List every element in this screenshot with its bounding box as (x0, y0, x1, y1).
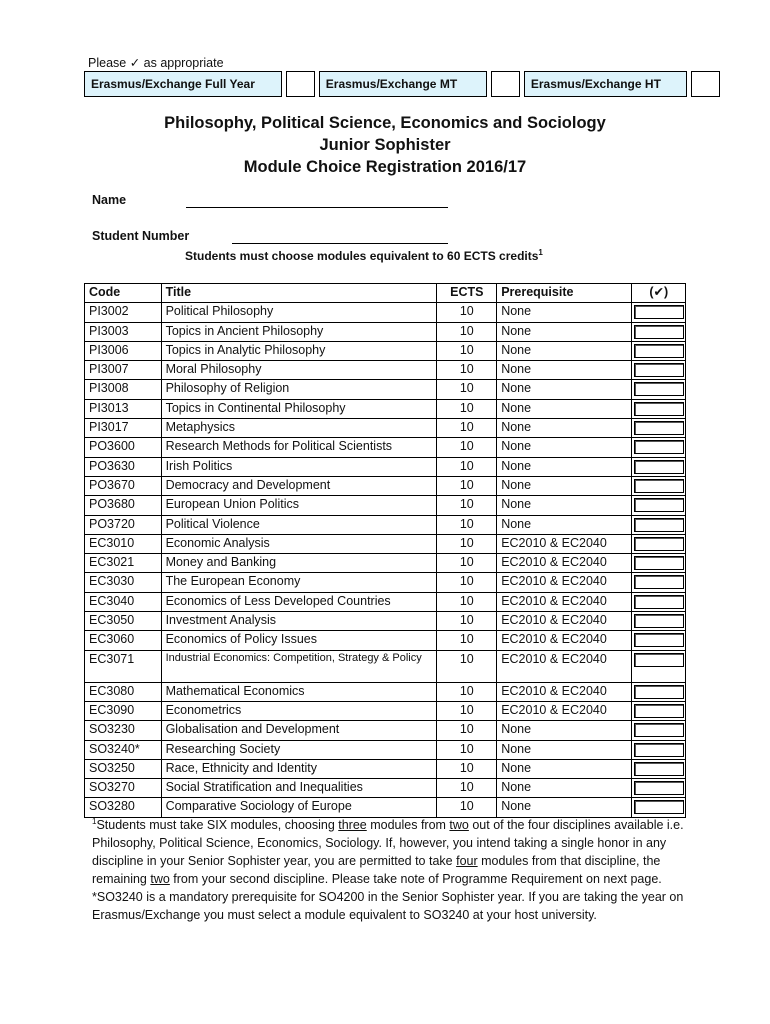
module-title: Irish Politics (161, 457, 437, 476)
credits-note-text: Students must choose modules equivalent to 60 ECTS credits (185, 249, 539, 263)
table-row (85, 322, 686, 341)
erasmus-full-year-label: Erasmus/Exchange Full Year (84, 71, 282, 97)
module-code: PI3006 (85, 341, 162, 360)
module-prerequisite: None (497, 341, 632, 360)
module-code: PI3008 (85, 380, 162, 399)
module-ects: 10 (437, 682, 497, 701)
module-code: EC3021 (85, 554, 162, 573)
module-ects: 10 (437, 554, 497, 573)
module-code: SO3230 (85, 721, 162, 740)
module-prerequisite: None (497, 740, 632, 759)
module-title: Social Stratification and Inequalities (161, 779, 437, 798)
module-select-checkbox[interactable] (634, 421, 684, 435)
table-row (85, 554, 686, 573)
module-ects: 10 (437, 701, 497, 720)
module-select-checkbox[interactable] (634, 685, 684, 699)
module-ects: 10 (437, 399, 497, 418)
module-select-cell[interactable] (632, 303, 686, 322)
table-row (85, 457, 686, 476)
module-select-checkbox[interactable] (634, 575, 684, 589)
header-code: Code (85, 284, 162, 303)
module-ects: 10 (437, 457, 497, 476)
module-prerequisite: EC2010 & EC2040 (497, 682, 632, 701)
module-prerequisite: None (497, 515, 632, 534)
table-row (85, 476, 686, 495)
erasmus-mt-label: Erasmus/Exchange MT (319, 71, 487, 97)
module-ects: 10 (437, 515, 497, 534)
module-prerequisite: None (497, 399, 632, 418)
module-select-cell[interactable] (632, 631, 686, 650)
table-row (85, 341, 686, 360)
module-select-checkbox[interactable] (634, 762, 684, 776)
module-select-checkbox[interactable] (634, 402, 684, 416)
footnote-text: Students must take SIX modules, choosing (96, 818, 339, 833)
table-row (85, 496, 686, 515)
module-select-checkbox[interactable] (634, 344, 684, 358)
module-select-cell[interactable] (632, 476, 686, 495)
module-prerequisite: None (497, 438, 632, 457)
table-row (85, 759, 686, 778)
module-title: Globalisation and Development (161, 721, 437, 740)
footnote (92, 813, 692, 924)
module-code: SO3240* (85, 740, 162, 759)
name-input-line[interactable] (186, 193, 448, 208)
table-row (85, 361, 686, 380)
module-code: PO3600 (85, 438, 162, 457)
module-select-cell[interactable] (632, 740, 686, 759)
footnote-marker: 1 (92, 817, 97, 826)
module-select-cell[interactable] (632, 554, 686, 573)
table-row (85, 631, 686, 650)
table-row (85, 303, 686, 322)
module-table (84, 283, 686, 818)
table-row (85, 721, 686, 740)
module-select-cell[interactable] (632, 419, 686, 438)
module-select-cell[interactable] (632, 496, 686, 515)
module-prerequisite: EC2010 & EC2040 (497, 534, 632, 553)
module-select-cell[interactable] (632, 592, 686, 611)
module-code: EC3040 (85, 592, 162, 611)
module-ects: 10 (437, 759, 497, 778)
module-prerequisite: None (497, 721, 632, 740)
module-select-checkbox[interactable] (634, 479, 684, 493)
module-title: European Union Politics (161, 496, 437, 515)
module-code: PI3002 (85, 303, 162, 322)
module-code: EC3030 (85, 573, 162, 592)
module-prerequisite: None (497, 457, 632, 476)
footnote-text: modules from (366, 818, 450, 833)
module-select-checkbox[interactable] (634, 633, 684, 647)
table-row (85, 740, 686, 759)
module-title: Economics of Less Developed Countries (161, 592, 437, 611)
module-prerequisite: None (497, 779, 632, 798)
module-select-checkbox[interactable] (634, 723, 684, 737)
module-prerequisite: EC2010 & EC2040 (497, 612, 632, 631)
title-line-2: Junior Sophister (319, 136, 451, 154)
module-code: EC3071 (85, 650, 162, 682)
module-title: Econometrics (161, 701, 437, 720)
erasmus-full-year-checkbox[interactable] (286, 71, 315, 97)
module-select-cell[interactable] (632, 380, 686, 399)
module-ects: 10 (437, 573, 497, 592)
header-prerequisite: Prerequisite (497, 284, 632, 303)
module-title: Metaphysics (161, 419, 437, 438)
module-ects: 10 (437, 779, 497, 798)
please-tick-instruction: Please ✓ as appropriate (88, 56, 224, 70)
module-title: Economic Analysis (161, 534, 437, 553)
module-ects: 10 (437, 341, 497, 360)
footnote-emphasis: four (456, 854, 478, 869)
module-code: SO3250 (85, 759, 162, 778)
module-ects: 10 (437, 496, 497, 515)
module-prerequisite: EC2010 & EC2040 (497, 650, 632, 682)
module-title: Comparative Sociology of Europe (161, 798, 437, 817)
erasmus-mt-checkbox[interactable] (491, 71, 520, 97)
header-title: Title (161, 284, 437, 303)
module-select-checkbox[interactable] (634, 440, 684, 454)
module-ects: 10 (437, 721, 497, 740)
module-select-cell[interactable] (632, 457, 686, 476)
module-ects: 10 (437, 631, 497, 650)
module-code: PI3013 (85, 399, 162, 418)
module-ects: 10 (437, 612, 497, 631)
table-row (85, 650, 686, 682)
module-prerequisite: None (497, 361, 632, 380)
module-select-cell[interactable] (632, 534, 686, 553)
title-line-1: Philosophy, Political Science, Economics and Sociology (164, 114, 606, 132)
module-ects: 10 (437, 361, 497, 380)
module-select-checkbox[interactable] (634, 537, 684, 551)
module-select-checkbox[interactable] (634, 382, 684, 396)
module-prerequisite: EC2010 & EC2040 (497, 631, 632, 650)
module-prerequisite: EC2010 & EC2040 (497, 701, 632, 720)
module-ects: 10 (437, 534, 497, 553)
table-row (85, 779, 686, 798)
module-ects: 10 (437, 438, 497, 457)
erasmus-ht-checkbox[interactable] (691, 71, 720, 97)
module-title: Political Violence (161, 515, 437, 534)
module-ects: 10 (437, 650, 497, 682)
table-row (85, 612, 686, 631)
module-select-checkbox[interactable] (634, 595, 684, 609)
module-prerequisite: EC2010 & EC2040 (497, 554, 632, 573)
name-label: Name (92, 193, 127, 207)
table-row (85, 701, 686, 720)
module-select-cell[interactable] (632, 612, 686, 631)
module-code: EC3080 (85, 682, 162, 701)
module-ects: 10 (437, 322, 497, 341)
footnote-emphasis: two (449, 818, 469, 833)
module-ects: 10 (437, 476, 497, 495)
credits-note (185, 248, 543, 263)
student-number-label: Student Number (92, 229, 190, 243)
module-code: SO3270 (85, 779, 162, 798)
page-title (0, 112, 770, 178)
table-row (85, 534, 686, 553)
module-select-checkbox[interactable] (634, 743, 684, 757)
module-title: Topics in Ancient Philosophy (161, 322, 437, 341)
module-title: Investment Analysis (161, 612, 437, 631)
module-ects: 10 (437, 380, 497, 399)
module-select-cell[interactable] (632, 573, 686, 592)
module-prerequisite: None (497, 322, 632, 341)
module-select-checkbox[interactable] (634, 498, 684, 512)
header-check: (✔) (632, 284, 686, 303)
table-row (85, 573, 686, 592)
footnote-emphasis: two (150, 872, 170, 887)
module-select-checkbox[interactable] (634, 460, 684, 474)
footnote-paragraph-2: *SO3240 is a mandatory prerequisite for SO4200 in the Senior Sophister year. If you are taking the year on Erasmus/Exchange you must select a module equivalent to SO3240 at your host university. (92, 890, 684, 923)
module-select-checkbox[interactable] (634, 325, 684, 339)
module-prerequisite: None (497, 798, 632, 817)
module-code: PO3630 (85, 457, 162, 476)
module-prerequisite: None (497, 476, 632, 495)
footnote-text: from your second discipline. Please take note of Programme Requirement on next page. (169, 872, 662, 887)
module-prerequisite: EC2010 & EC2040 (497, 573, 632, 592)
table-row (85, 438, 686, 457)
module-title: Democracy and Development (161, 476, 437, 495)
header-ects: ECTS (437, 284, 497, 303)
module-select-checkbox[interactable] (634, 653, 684, 667)
footnote-emphasis: three (338, 818, 367, 833)
module-code: PO3680 (85, 496, 162, 515)
module-title: Economics of Policy Issues (161, 631, 437, 650)
module-prerequisite: None (497, 303, 632, 322)
module-ects: 10 (437, 798, 497, 817)
table-row (85, 419, 686, 438)
module-code: PO3670 (85, 476, 162, 495)
module-select-cell[interactable] (632, 399, 686, 418)
module-select-cell[interactable] (632, 515, 686, 534)
title-line-3: Module Choice Registration 2016/17 (243, 158, 527, 176)
module-select-cell[interactable] (632, 341, 686, 360)
footnote-text: modules from that discipline, the remaining (92, 854, 661, 887)
module-title: Moral Philosophy (161, 361, 437, 380)
module-select-cell[interactable] (632, 721, 686, 740)
module-select-checkbox[interactable] (634, 518, 684, 532)
module-title: Researching Society (161, 740, 437, 759)
module-title: Philosophy of Religion (161, 380, 437, 399)
module-select-cell[interactable] (632, 701, 686, 720)
module-select-checkbox[interactable] (634, 704, 684, 718)
module-code: EC3050 (85, 612, 162, 631)
table-header-row (85, 284, 686, 303)
module-code: PI3017 (85, 419, 162, 438)
footnote-text: out of the four disciplines available i.e. Philosophy, Political Science, Economics, Sociology. If, however, you intend taking a single honor in any discipline in your Senior Sophister year, you are permitted to take (92, 818, 684, 869)
module-select-cell[interactable] (632, 650, 686, 682)
module-title: The European Economy (161, 573, 437, 592)
module-title: Topics in Analytic Philosophy (161, 341, 437, 360)
table-row (85, 515, 686, 534)
module-title: Money and Banking (161, 554, 437, 573)
module-select-cell[interactable] (632, 438, 686, 457)
module-select-cell[interactable] (632, 682, 686, 701)
module-code: PO3720 (85, 515, 162, 534)
module-ects: 10 (437, 740, 497, 759)
table-row (85, 380, 686, 399)
module-select-checkbox[interactable] (634, 781, 684, 795)
module-select-cell[interactable] (632, 759, 686, 778)
module-ects: 10 (437, 419, 497, 438)
module-ects: 10 (437, 592, 497, 611)
table-row (85, 399, 686, 418)
module-code: EC3010 (85, 534, 162, 553)
module-prerequisite: EC2010 & EC2040 (497, 592, 632, 611)
erasmus-options-row (84, 71, 720, 97)
module-select-cell[interactable] (632, 361, 686, 380)
module-code: EC3060 (85, 631, 162, 650)
module-title: Topics in Continental Philosophy (161, 399, 437, 418)
module-code: PI3007 (85, 361, 162, 380)
student-number-field (92, 229, 189, 243)
module-select-checkbox[interactable] (634, 614, 684, 628)
table-row (85, 592, 686, 611)
erasmus-ht-label: Erasmus/Exchange HT (524, 71, 687, 97)
name-field (92, 193, 126, 207)
module-select-checkbox[interactable] (634, 363, 684, 377)
module-title: Research Methods for Political Scientists (161, 438, 437, 457)
module-select-checkbox[interactable] (634, 556, 684, 570)
module-prerequisite: None (497, 496, 632, 515)
footnote-paragraph-1 (92, 813, 692, 888)
module-code: SO3280 (85, 798, 162, 817)
module-code: PI3003 (85, 322, 162, 341)
module-title: Race, Ethnicity and Identity (161, 759, 437, 778)
credits-note-footnote-marker: 1 (538, 248, 543, 257)
student-number-input-line[interactable] (232, 229, 448, 244)
module-ects: 10 (437, 303, 497, 322)
module-code: EC3090 (85, 701, 162, 720)
module-title: Industrial Economics: Competition, Strategy & Policy (161, 650, 437, 682)
table-row (85, 682, 686, 701)
module-prerequisite: None (497, 759, 632, 778)
module-title: Mathematical Economics (161, 682, 437, 701)
module-select-checkbox[interactable] (634, 305, 684, 319)
module-select-cell[interactable] (632, 779, 686, 798)
module-prerequisite: None (497, 419, 632, 438)
module-title: Political Philosophy (161, 303, 437, 322)
module-prerequisite: None (497, 380, 632, 399)
module-select-cell[interactable] (632, 322, 686, 341)
